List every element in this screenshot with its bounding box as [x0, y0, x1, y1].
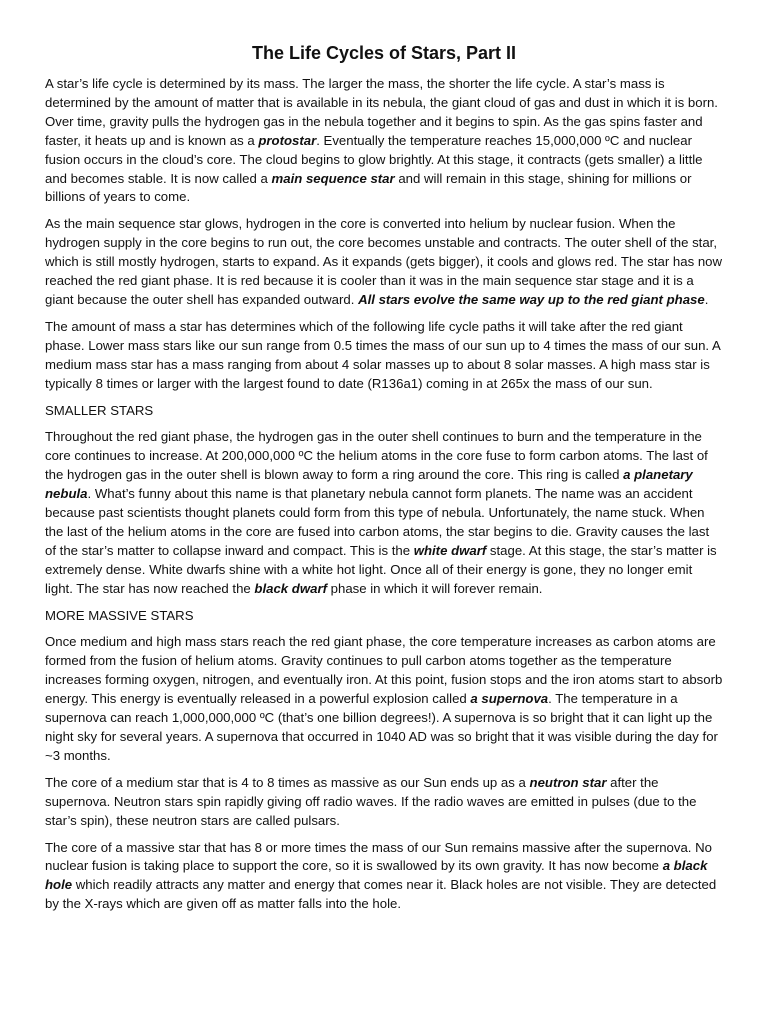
term-black-dwarf: black dwarf: [254, 580, 327, 596]
text-run: The core of a medium star that is 4 to 8 times as massive as our Sun ends up as a: [45, 774, 530, 790]
section-heading-smaller-stars: SMALLER STARS: [45, 402, 154, 418]
term-neutron-star: neutron star: [529, 774, 607, 790]
text-run: The core of a massive star that has 8 or more times the mass of our Sun remains massive after the supernova. No nuclear fusion is taking place to support the core, so it is swallowed by its own gravity. It has now become: [45, 839, 712, 874]
paragraph-mass-paths: The amount of mass a star has determines which of the following life cycle paths it will take after the red giant phase. Lower mass stars like our sun range from 0.5 times the mass of our sun up to 4 times the mass of our sun. A medium mass star has a mass ranging from about 4 solar masses up to about 8 solar masses. A high mass star is typically 8 times or larger with the largest found to date (R136a1) coming in at 265x the mass of our sun.: [45, 318, 721, 391]
text-run: .: [704, 291, 709, 307]
paragraph-red-giant: [45, 215, 723, 310]
text-run: . The temperature in a supernova can reach 1,000,000,000 ºC (that’s one billion degrees!). A supernova is so bright that it can light up the night sky for several years. A supernova that occurred in 1040 AD was so bright that it was visible during the day for ~3 months.: [45, 691, 718, 763]
text-run: phase in which it will forever remain.: [326, 580, 543, 596]
text-run: As the main sequence star glows, hydrogen in the core is converted into helium by nuclear fusion. When the hydrogen supply in the core begins to run out, the core becomes unstable and contracts. The outer shell of the star, which is still mostly hydrogen, starts to expand. As it expands (gets bigger), it cools and glows red. The star has now reached the red giant phase. It is red because it is cooler than it was in the main sequence star stage and it is a giant because the outer shell has expanded outward.: [45, 216, 723, 307]
term-protostar: protostar: [258, 132, 317, 148]
text-run: Once medium and high mass stars reach the red giant phase, the core temperature increases as carbon atoms are formed from the fusion of helium atoms. Gravity continues to pull carbon atoms together as the temperature increases forming oxygen, nitrogen, and eventually iron. At this point, fusion stops and the iron atoms start to absorb energy. This energy is eventually released in a powerful explosion called: [45, 634, 723, 707]
text-run: after the supernova. Neutron stars spin rapidly giving off radio waves. If the radio waves are emitted in pulses (due to the star’s spin), these neutron stars are called pulsars.: [45, 774, 697, 828]
term-supernova: a supernova: [470, 691, 549, 707]
term-main-sequence-star: main sequence star: [271, 170, 395, 186]
text-run: which readily attracts any matter and energy that comes near it. Black holes are not visible. They are detected by the X-rays which are given off as matter falls into the hole.: [45, 877, 717, 912]
text-run: stage. At this stage, the star’s matter is extremely dense. White dwarfs shine with a white hot light. Once all of their energy is gone, they no longer emit light. The star has now reached the: [45, 542, 717, 596]
text-run: and will remain in this stage, shining for millions or billions of years to come.: [45, 170, 692, 205]
text-run: A star’s life cycle is determined by its mass. The larger the mass, the shorter the life cycle. A star’s mass is determined by the amount of matter that is available in its nebula, the giant cloud of gas and dust in which it is born. Over time, gravity pulls the hydrogen gas in the nebula together and it begins to spin. As the gas spins faster and faster, it heats up and is known as a: [45, 76, 718, 148]
term-planetary-nebula: a planetary nebula: [45, 467, 693, 502]
document-page: [45, 40, 723, 922]
term-white-dwarf: white dwarf: [413, 542, 487, 558]
section-heading-massive-stars: MORE MASSIVE STARS: [45, 607, 194, 623]
paragraph-intro: [45, 75, 723, 207]
text-run: . What’s funny about this name is that planetary nebula cannot form planets. The name was an accident because past scientists thought planets could form from this type of nebula. Unfortunately, the name stuck. When the last of the helium atoms in the core are fused into carbon atoms, the star begins to die. Gravity causes the last of the star’s matter to collapse inward and compact. This is the: [45, 486, 710, 558]
emphasis-red-giant-phase: All stars evolve the same way up to the red giant phase: [358, 291, 705, 307]
document-title: The Life Cycles of Stars, Part II: [251, 43, 517, 63]
paragraph-supernova: [45, 633, 723, 765]
text-run: Throughout the red giant phase, the hydrogen gas in the outer shell continues to burn and the temperature in the core continues to increase. At 200,000,000 ºC the helium atoms in the core fuse to form carbon atoms. The last of the hydrogen gas in the outer shell is blown away to form a ring around the core. This ring is called: [45, 429, 708, 483]
text-run: . Eventually the temperature reaches 15,000,000 ºC and nuclear fusion occurs in the cloud’s core. The cloud begins to glow brightly. At this stage, it contracts (gets smaller) a little and becomes stable. It is now called a: [45, 132, 703, 186]
paragraph-neutron-star: [45, 774, 723, 831]
paragraph-smaller-stars: [45, 428, 723, 598]
paragraph-black-hole: [45, 839, 723, 915]
term-black-hole: a black hole: [45, 858, 708, 893]
